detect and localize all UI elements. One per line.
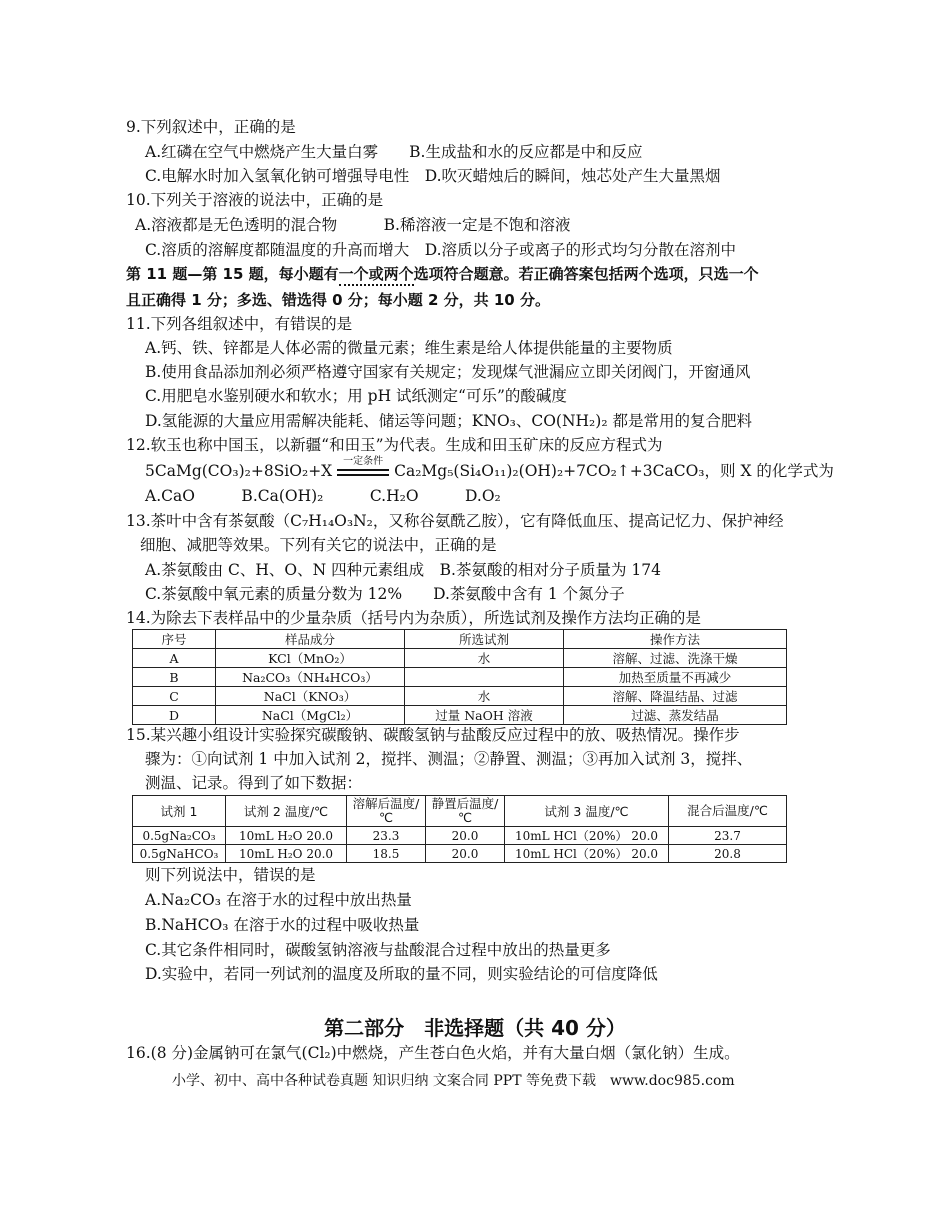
table-cell: 0.5gNaHCO₃: [133, 845, 226, 863]
table-row: [133, 668, 787, 687]
q15-header-cell: 试剂 3 温度/℃: [505, 796, 669, 827]
section-instruction-line2: 且正确得 1 分；多选、错选得 0 分；每小题 2 分，共 10 分。: [126, 291, 550, 309]
q9-options-cd: C.电解水时加入氢氧化钠可增强导电性 D.吹灭蜡烛后的瞬间，烛芯处产生大量黑烟: [145, 167, 721, 185]
q13-options-cd: C.茶氨酸中氧元素的质量分数为 12% D.茶氨酸中含有 1 个氮分子: [145, 585, 625, 603]
q15-option-d: D.实验中，若同一列试剂的温度及所取的量不同，则实验结论的可信度降低: [145, 965, 658, 983]
q15-question: 则下列说法中，错误的是: [145, 866, 316, 884]
q15-header-cell: 溶解后温度/℃: [347, 796, 426, 827]
q11-stem: 11.下列各组叙述中，有错误的是: [126, 315, 353, 333]
table-row: [133, 649, 787, 668]
q14-header-cell: 样品成分: [216, 630, 405, 649]
q15-header-cell: 混合后温度/℃: [669, 796, 787, 827]
table-cell: 过量 NaOH 溶液: [405, 706, 564, 725]
q13-options-ab: A.茶氨酸由 C、H、O、N 四种元素组成 B.茶氨酸的相对分子质量为 174: [145, 561, 661, 579]
table-row: [133, 687, 787, 706]
table-cell: 20.0: [426, 845, 505, 863]
table-cell: 20.0: [426, 827, 505, 845]
q15-header-cell: 试剂 1: [133, 796, 226, 827]
table-cell: NaCl（KNO₃）: [216, 687, 405, 706]
q9-options-ab: A.红磷在空气中燃烧产生大量白雾 B.生成盐和水的反应都是中和反应: [145, 143, 643, 161]
table-cell: 过滤、蒸发结晶: [564, 706, 787, 725]
q15-table-header: [133, 796, 787, 827]
q15-stem-cont: 骤为：①向试剂 1 中加入试剂 2，搅拌、测温；②静置、测温；③再加入试剂 3，搅拌、: [145, 750, 753, 768]
q15-header-cell: 试剂 2 温度/℃: [226, 796, 347, 827]
table-cell: 溶解、过滤、洗涤干燥: [564, 649, 787, 668]
table-cell: 水: [405, 649, 564, 668]
table-cell: 10mL H₂O 20.0: [226, 827, 347, 845]
q12-stem: 12.软玉也称中国玉，以新疆“和田玉”为代表。生成和田玉矿床的反应方程式为: [126, 436, 663, 454]
q10-options-ab: A.溶液都是无色透明的混合物 B.稀溶液一定是不饱和溶液: [135, 216, 571, 234]
table-row: [133, 827, 787, 845]
q14-header-cell: 操作方法: [564, 630, 787, 649]
table-cell: 加热至质量不再减少: [564, 668, 787, 687]
table-cell: 10mL HCl（20%） 20.0: [505, 827, 669, 845]
table-cell: 水: [405, 687, 564, 706]
reaction-condition-arrow: [337, 456, 389, 479]
table-row: [133, 845, 787, 863]
instruction-pre: 第 11 题—第 15 题，每小题有: [126, 265, 339, 283]
q14-stem: 14.为除去下表样品中的少量杂质（括号内为杂质），所选试剂及操作方法均正确的是: [126, 609, 701, 627]
q15-option-a: A.Na₂CO₃ 在溶于水的过程中放出热量: [145, 891, 412, 909]
table-cell: D: [133, 706, 216, 725]
q12-options: A.CaO B.Ca(OH)₂ C.H₂O D.O₂: [145, 487, 501, 505]
q15-stem: 15.某兴趣小组设计实验探究碳酸钠、碳酸氢钠与盐酸反应过程中的放、吸热情况。操作步: [126, 726, 740, 744]
table-cell: [405, 668, 564, 687]
q15-stem-cont2: 测温、记录。得到了如下数据：: [145, 774, 363, 792]
instruction-post: 选项符合题意。若正确答案包括两个选项，只选一个: [413, 265, 759, 283]
q10-options-cd: C.溶质的溶解度都随温度的升高而增大 D.溶质以分子或离子的形式均匀分散在溶剂中: [145, 241, 737, 259]
table-cell: 23.7: [669, 827, 787, 845]
q16-stem: 16.(8 分)金属钠可在氯气(Cl₂)中燃烧，产生苍白色火焰，并有大量白烟（氯化钠）生成。: [126, 1044, 740, 1062]
table-cell: 溶解、降温结晶、过滤: [564, 687, 787, 706]
section-instruction-line1: [126, 264, 759, 284]
q15-table: [132, 795, 787, 863]
table-row: [133, 706, 787, 725]
q12-equation-left: 5CaMg(CO₃)₂+8SiO₂+X: [145, 462, 333, 480]
table-cell: 18.5: [347, 845, 426, 863]
table-cell: A: [133, 649, 216, 668]
table-cell: KCl（MnO₂）: [216, 649, 405, 668]
table-cell: B: [133, 668, 216, 687]
table-cell: 20.8: [669, 845, 787, 863]
table-cell: 10mL HCl（20%） 20.0: [505, 845, 669, 863]
q14-table: [132, 629, 787, 725]
q14-table-header: [133, 630, 787, 649]
q12-equation-right: Ca₂Mg₅(Si₄O₁₁)₂(OH)₂+7CO₂↑+3CaCO₃，则 X 的化学式为: [394, 462, 834, 480]
section-title: 第二部分 非选择题（共 40 分）: [324, 1016, 626, 1040]
q15-option-b: B.NaHCO₃ 在溶于水的过程中吸收热量: [145, 916, 420, 934]
q9-stem: 9.下列叙述中，正确的是: [126, 118, 296, 136]
table-cell: 10mL H₂O 20.0: [226, 845, 347, 863]
reaction-condition-label: 一定条件: [343, 456, 384, 467]
q14-header-cell: 所选试剂: [405, 630, 564, 649]
q15-option-c: C.其它条件相同时，碳酸氢钠溶液与盐酸混合过程中放出的热量更多: [145, 941, 611, 959]
q14-header-cell: 序号: [133, 630, 216, 649]
q13-stem-cont: 细胞、减肥等效果。下列有关它的说法中，正确的是: [140, 536, 497, 554]
q10-stem: 10.下列关于溶液的说法中，正确的是: [126, 191, 384, 209]
q13-stem: 13.茶叶中含有茶氨酸（C₇H₁₄O₃N₂，又称谷氨酰乙胺），它有降低血压、提高记忆力、保护神经: [126, 512, 784, 530]
instruction-emphasis: 一个或两个: [339, 265, 414, 286]
page-footer: 小学、初中、高中各种试卷真题 知识归纳 文案合同 PPT 等免费下载 www.doc985.com: [172, 1073, 735, 1089]
q15-header-cell: 静置后温度/℃: [426, 796, 505, 827]
q11-option-c: C.用肥皂水鉴别硬水和软水；用 pH 试纸测定“可乐”的酸碱度: [145, 387, 567, 405]
q11-option-b: B.使用食品添加剂必须严格遵守国家有关规定；发现煤气泄漏应立即关闭阀门，开窗通风: [145, 363, 751, 381]
q11-option-d: D.氢能源的大量应用需解决能耗、储运等问题；KNO₃、CO(NH₂)₂ 都是常用的复合肥料: [145, 412, 752, 430]
table-cell: Na₂CO₃（NH₄HCO₃）: [216, 668, 405, 687]
q11-option-a: A.钙、铁、锌都是人体必需的微量元素；维生素是给人体提供能量的主要物质: [145, 339, 673, 357]
table-cell: C: [133, 687, 216, 706]
table-cell: NaCl（MgCl₂）: [216, 706, 405, 725]
q12-equation: [145, 456, 834, 481]
table-cell: 23.3: [347, 827, 426, 845]
table-cell: 0.5gNa₂CO₃: [133, 827, 226, 845]
